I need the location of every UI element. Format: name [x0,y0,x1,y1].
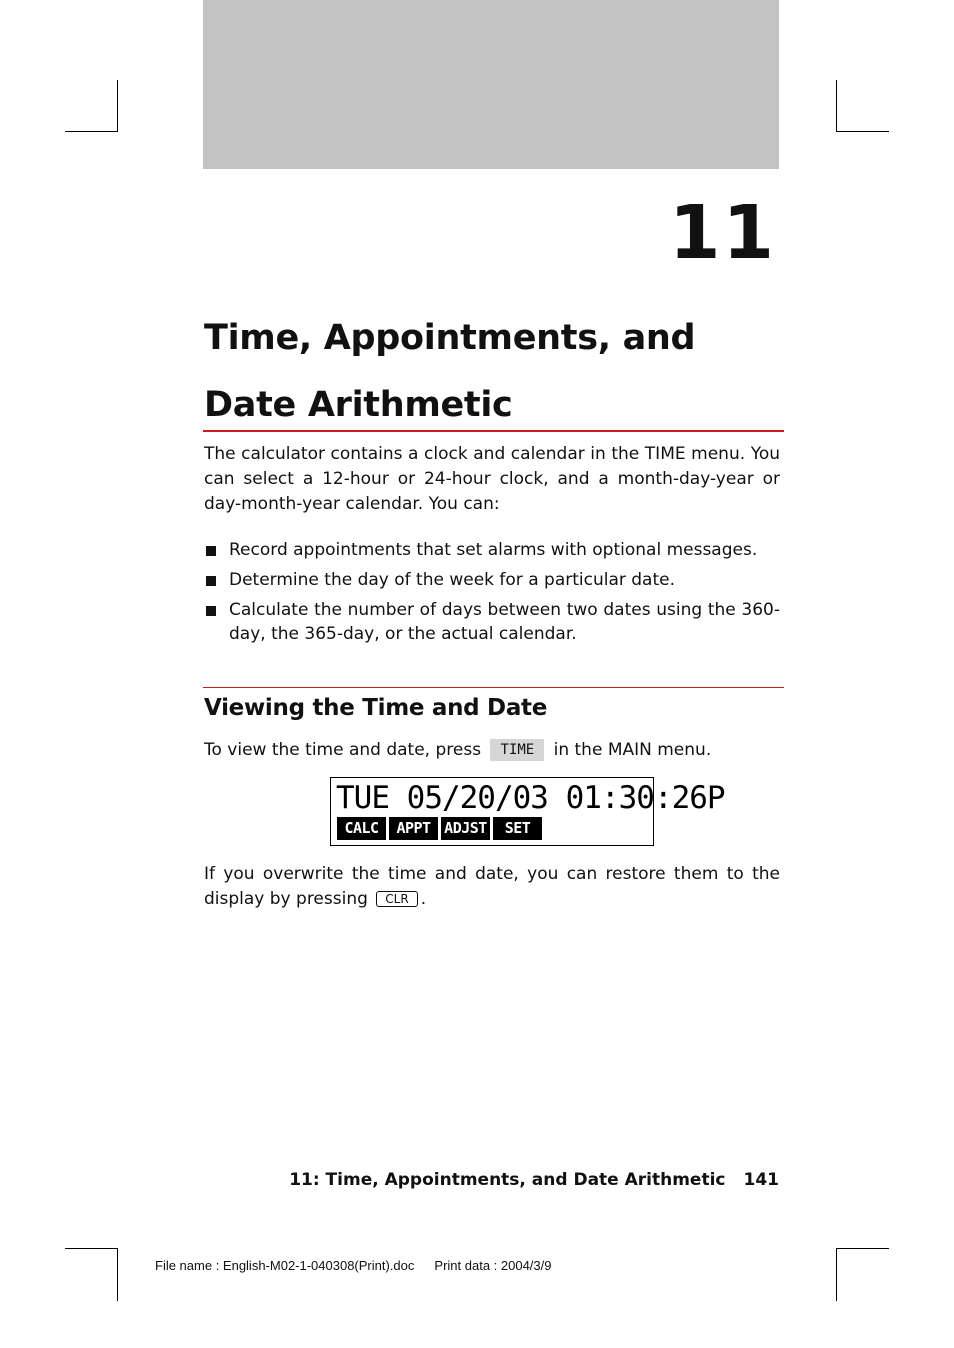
bullet-square-icon [206,546,216,556]
print-date: Print data : 2004/3/9 [434,1258,552,1273]
section-heading: Viewing the Time and Date [204,695,548,721]
bullet-square-icon [206,606,216,616]
feature-list [204,538,780,652]
running-footer [289,1170,779,1190]
crop-mark-bottom-right-h [836,1248,889,1249]
crop-mark-bottom-left-v [117,1248,118,1301]
section-rule [203,687,784,688]
menu-label-adjst: ADJST [441,817,490,840]
chapter-title-line-2: Date Arithmetic [204,385,513,425]
bullet-square-icon [206,576,216,586]
display-menu-row [337,817,542,840]
menu-label-calc: CALC [337,817,386,840]
chapter-header-band [203,0,779,169]
title-rule [203,430,784,432]
list-item: Determine the day of the week for a particular date. [204,568,780,592]
running-title: 11: Time, Appointments, and Date Arithmetic [289,1170,726,1190]
clr-key: CLR [376,891,417,907]
file-name: File name : English-M02-1-040308(Print).doc [155,1258,415,1273]
chapter-title [204,305,784,439]
list-item: Record appointments that set alarms with optional messages. [204,538,780,562]
menu-label-set: SET [493,817,542,840]
page-number: 141 [743,1170,779,1190]
file-info [155,1258,552,1273]
crop-mark-top-left-h [65,131,118,132]
display-time-date-line: TUE 05/20/03 01:30:26P [336,780,725,816]
chapter-number: 11 [669,190,776,276]
calculator-display [330,777,725,846]
crop-mark-top-right-h [836,131,889,132]
time-menu-key: TIME [490,739,544,761]
crop-mark-top-left-v [117,80,118,132]
view-instructions: To view the time and date, press TIME in the MAIN menu. [204,740,712,760]
restore-paragraph: If you overwrite the time and date, you can restore them to the display by pressing CLR . [204,864,780,909]
crop-mark-bottom-right-v [836,1248,837,1301]
crop-mark-bottom-left-h [65,1248,118,1249]
menu-label-appt: APPT [389,817,438,840]
list-item: Calculate the number of days between two dates using the 360-day, the 365-day, or the actual calendar. [204,598,780,646]
chapter-title-line-1: Time, Appointments, and [204,318,696,358]
intro-paragraph: The calculator contains a clock and calendar in the TIME menu. You can select a 12-hour or 24-hour clock, and a month-day-year or day-month-year calendar. You can: [204,444,780,514]
crop-mark-top-right-v [836,80,837,132]
